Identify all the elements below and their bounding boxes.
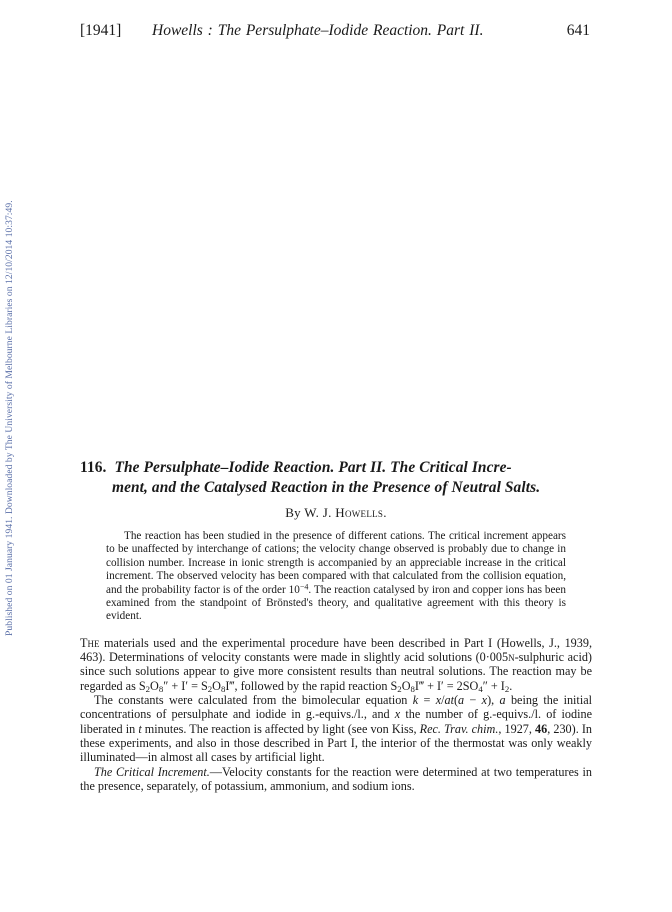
variable-a: a [458,693,465,708]
title-line-1: The Persulphate–Iodide Reaction. Part II. The Critical Incre- [114,459,512,476]
paragraph-2-text-f: , 230). In these experiments, and also in those described in Part I, the interior of the thermostat was only weakly illuminated—in almost all cases by artificial light. [80,721,592,765]
paragraph-2-text-c: the number of g.-equivs./l. of iodine liberated in [80,707,592,736]
variable-x: x [481,693,488,708]
equals-sign: = [418,693,436,708]
header-year: [1941] [80,22,122,39]
variable-a: a [499,693,506,708]
variable-x: x [435,693,442,708]
section-heading: The Critical Increment. [94,764,210,779]
volume-number: 46 [535,721,548,736]
paragraph-1-text-e: O [212,678,221,693]
abstract [106,530,566,624]
paragraph-3-text: —Velocity constants for the reaction were determined at two temperatures in the presence, separately, of potassium, ammonium, and sodium ions. [80,764,592,793]
paragraph-2-text-b: being the initial concentrations of persulphate and iodide in g.-equivs./l., and [80,693,593,722]
paragraph-3 [80,765,592,794]
paragraph-1-text-d: ″ + I′ = S [163,678,208,693]
variable-t: t [138,721,142,736]
paragraph-2-text-a: The constants were calculated from the bimolecular equation [94,693,413,708]
article-body [80,636,592,793]
abstract-text-1: The reaction has been studied in the presence of different cations. The critical increment appears to be unaffected by interchange of cations; the velocity change observed is probably due to change in collision number. Increase in ionic strength is accompanied by an appreciable increase in the critical increment. The observed velocity has been compared with that calculated from the collision equation, and the probability factor is of the order 10 [106,530,566,596]
running-title: Howells : The Persulphate–Iodide Reaction. Part II. [152,22,484,39]
variable-k: k [412,693,419,708]
normality-symbol: n [508,650,515,665]
subscript: 2 [397,683,402,694]
close-paren: ), [487,693,500,708]
article [80,458,592,793]
opening-word: The [80,635,100,650]
subscript: 2 [504,683,510,694]
paragraph-2-text-d: minutes. The reaction is affected by light (see von Kiss, [141,721,420,736]
paragraph-1-text-f: I‴, followed by the rapid reaction S [225,678,398,693]
download-notice-text: Published on 01 January 1941. Downloaded by The University of Melbourne Libraries on 12/10/2014 10:37:49. [4,200,15,636]
paragraph-1-text-a: materials used and the experimental procedure have been described in Part I (Howells, J., 1939, 463). Determinations of velocity constants were made in slightly acid solutions (0·005 [80,635,592,665]
paragraph-1-text-b: -sulphuric acid) since such solutions appear to give more consistent results than neutral solutions. The reaction may be regarded as S [80,650,592,693]
paragraph-1-text-g: O [401,678,411,693]
abstract-text-2: . The reaction catalysed by iron and copper ions has been examined from the standpoint of Brönsted's theory, and qualitative agreement with this theory is evident. [106,583,566,623]
download-notice [4,96,20,636]
subscript: 8 [220,683,226,694]
subscript: 8 [410,683,415,694]
journal-citation: Rec. Trav. chim. [419,721,499,736]
paragraph-2 [80,693,592,764]
page-header [80,22,590,42]
title-line-2: ment, and the Catalysed Reaction in the Presence of Neutral Salts. [112,479,541,496]
paragraph-1-text-h: I‴ + I′ = 2SO [414,678,479,693]
abstract-exponent: −4 [299,582,309,591]
article-title [80,458,592,498]
minus-sign: − [464,693,482,708]
byline-prefix: By W. J. [285,505,332,520]
author-name: Howells. [335,505,387,520]
byline [80,505,592,521]
subscript: 4 [478,683,483,694]
paragraph-1 [80,636,592,693]
paragraph-1-text-i: ″ + I [482,678,505,693]
variable-x: x [394,707,401,722]
slash: / [441,693,445,708]
subscript: 8 [158,683,164,694]
page-number: 641 [566,22,590,39]
article-number: 116. [80,459,107,476]
paragraph-2-text-e: , 1927, [498,721,536,736]
subscript: 2 [207,683,213,694]
variable-at: at [444,693,454,708]
paragraph-1-text-c: O [150,678,159,693]
subscript: 2 [145,683,151,694]
paragraph-1-text-j: . [509,678,513,693]
open-paren: ( [453,693,459,708]
